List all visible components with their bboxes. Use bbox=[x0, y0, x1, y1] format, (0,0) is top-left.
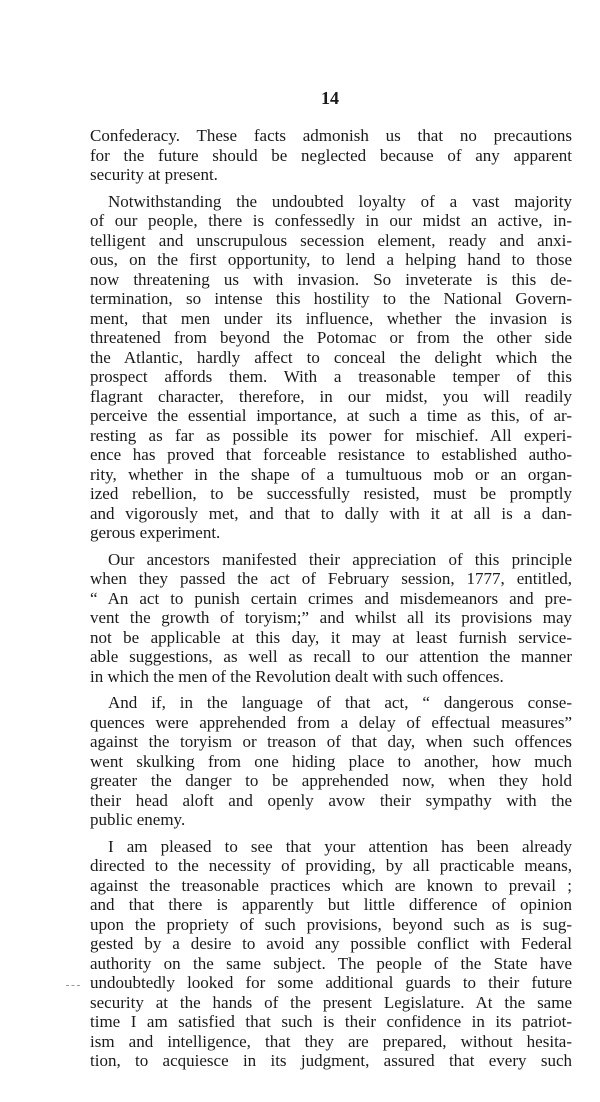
text-line: directed to the necessity of providing, by all practicable means, bbox=[90, 856, 572, 875]
text-line: ment, that men under its influence, whether the invasion is bbox=[90, 308, 572, 328]
text-line: able suggestions, as well as recall to our attention the manner bbox=[90, 647, 572, 666]
text-line: gested by a desire to avoid any possible conflict with Federal bbox=[90, 934, 572, 953]
text-line: resting as far as possible its power for mischief. All experi- bbox=[90, 425, 572, 445]
text-line: security at present. bbox=[90, 165, 218, 184]
text-line: termination, so intense this hostility to the National Govern- bbox=[90, 289, 572, 308]
text-line: undoubtedly looked for some additional guards to their future bbox=[90, 973, 572, 992]
text-line: tion, to acquiesce in its judgment, assured that every such bbox=[90, 1051, 572, 1070]
body-text bbox=[90, 126, 572, 1078]
text-line: prospect affords them. With a treasonable temper of this bbox=[90, 367, 572, 386]
text-line: in which the men of the Revolution dealt with such offences. bbox=[90, 666, 504, 686]
text-line: the Atlantic, hardly affect to conceal the delight which the bbox=[90, 347, 572, 367]
text-line: authority on the same subject. The people of the State have bbox=[90, 953, 572, 973]
text-line: Confederacy. These facts admonish us that no precautions bbox=[90, 126, 572, 145]
text-line: ism and intelligence, that they are prepared, without hesita- bbox=[90, 1031, 572, 1051]
text-line: I am pleased to see that your attention has been already bbox=[108, 836, 572, 856]
paragraph-language-of-act bbox=[90, 693, 572, 830]
text-line: And if, in the language of that act, “ dangerous conse- bbox=[108, 693, 572, 712]
text-line: now threatening us with invasion. So inveterate is this de- bbox=[90, 269, 572, 289]
text-line: public enemy. bbox=[90, 810, 186, 829]
text-line: not be applicable at this day, it may at least furnish service- bbox=[90, 627, 572, 647]
text-line: gerous experiment. bbox=[90, 523, 221, 542]
text-line: security at the hands of the present Legislature. At the same bbox=[90, 992, 572, 1012]
text-line: of our people, there is confessedly in our midst an active, in- bbox=[90, 211, 572, 230]
text-line: and vigorously met, and that to dally with it at all is a dan- bbox=[90, 503, 572, 523]
text-line: greater the danger to be apprehended now, when they hold bbox=[90, 771, 572, 790]
text-line: their head aloft and openly avow their sympathy with the bbox=[90, 790, 572, 810]
text-line: for the future should be neglected because of any apparent bbox=[90, 145, 572, 165]
text-line: “ An act to punish certain crimes and misdemeanors and pre- bbox=[90, 588, 572, 608]
text-line: against the toryism or treason of that day, when such offences bbox=[90, 732, 572, 751]
text-line: time I am satisfied that such is their confidence in its patriot- bbox=[90, 1012, 572, 1031]
text-line: flagrant character, therefore, in our midst, you will readily bbox=[90, 386, 572, 406]
text-line: ous, on the first opportunity, to lend a helping hand to those bbox=[90, 250, 572, 269]
text-line: upon the propriety of such provisions, beyond such as is sug- bbox=[90, 914, 572, 934]
page-number: 14 bbox=[321, 88, 339, 108]
text-line: quences were apprehended from a delay of effectual measures” bbox=[90, 712, 572, 732]
text-line: and that there is apparently but little difference of opinion bbox=[90, 895, 572, 914]
paragraph-loyalty bbox=[90, 192, 572, 543]
text-line: ized rebellion, to be successfully resisted, must be promptly bbox=[90, 484, 572, 503]
text-line: telligent and unscrupulous secession element, ready and anxi- bbox=[90, 230, 572, 250]
text-line: Our ancestors manifested their appreciation of this principle bbox=[108, 549, 572, 569]
paragraph-continuation bbox=[90, 126, 572, 185]
paragraph-ancestors bbox=[90, 550, 572, 687]
paragraph-attention bbox=[90, 837, 572, 1071]
text-line: went skulking from one hiding place to another, how much bbox=[90, 751, 572, 771]
text-line: ence has proved that forceable resistance to established autho- bbox=[90, 445, 572, 464]
text-line: threatened from beyond the Potomac or from the other side bbox=[90, 328, 572, 347]
text-line: perceive the essential importance, at such a time as this, of ar- bbox=[90, 406, 572, 425]
text-line: against the treasonable practices which are known to prevail ; bbox=[90, 875, 572, 895]
text-line: vent the growth of toryism;” and whilst all its provisions may bbox=[90, 608, 572, 627]
text-line: rity, whether in the shape of a tumultuous mob or an organ- bbox=[90, 464, 572, 484]
margin-mark bbox=[66, 985, 80, 986]
text-line: when they passed the act of February session, 1777, entitled, bbox=[90, 569, 572, 588]
text-line: Notwithstanding the undoubted loyalty of a vast majority bbox=[108, 191, 572, 211]
